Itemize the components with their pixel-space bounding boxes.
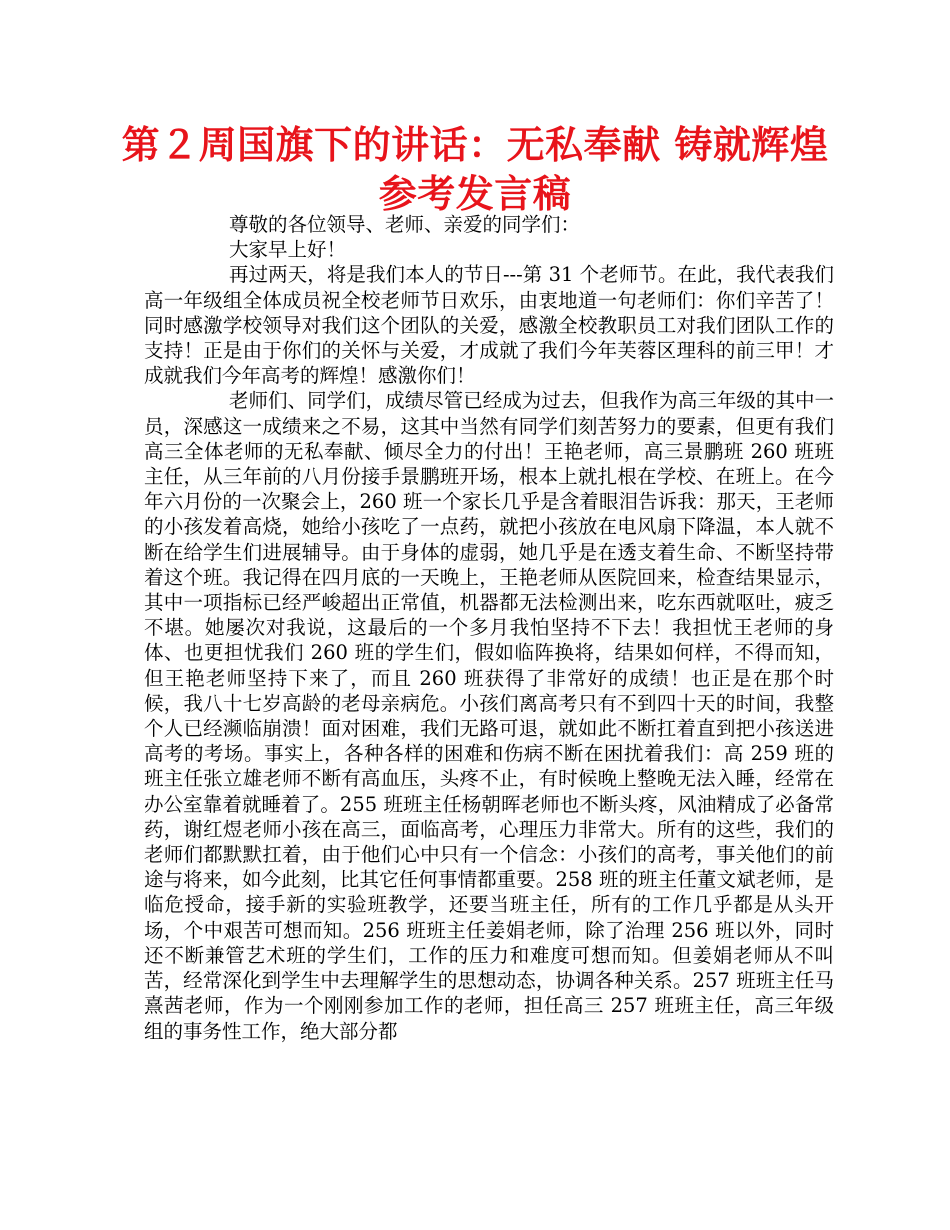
document-title-line-2: 参考发言稿 — [378, 172, 572, 216]
greeting: 大家早上好！ — [229, 238, 347, 262]
document-title-line-1: 第２周国旗下的讲话：无私奉献 铸就辉煌 — [121, 123, 829, 167]
salutation: 尊敬的各位领导、老师、亲爱的同学们： — [229, 213, 581, 236]
body-paragraph: 老师们、同学们，成绩尽管已经成为过去，但我作为高三年级的其中一员，深感这一成绩来之不易，这其中当然有同学们刻苦努力的要素，但更有我们高三全体老师的无私奉献、倾尽全力的付出！王艳老师，高三景鹏班 260 班班主任，从三年前的八月份接手景鹏班开场，根本上就扎根在学校、在班上。在今年六月份的一次聚会上，260 班一个家长几乎是含着眼泪告诉我：那天，王老师的小孩发着高烧，她给小孩吃了一点药，就把小孩放在电风扇下降温，本人就不断在给学生们进展辅导。由于身体的虚弱，她几乎是在透支着生命、不断坚持带着这个班。我记得在四月底的一天晚上，王艳老师从医院回来，检查结果显示，其中一项指标已经严峻超出正常值，机器都无法检测出来，吃东西就呕吐，疲乏不堪。她屡次对我说，这最后的一个多月我怕坚持不下去！我担忧王老师的身体、也更担忧我们 260 班的学生们，假如临阵换将，结果如何样，不得而知，但王艳老师坚持下来了，而且 260 班获得了非常好的成绩！也正是在那个时候，我八十七岁高龄的老母亲病危。小孩们离高考只有不到四十天的时间，我整个人已经濒临崩溃！面对困难，我们无路可退，就如此不断扛着直到把小孩送进高考的考场。事实上，各种各样的困难和伤病不断在困扰着我们：高 259 班的班主任张立雄老师不断有高血压，头疼不止，有时候晚上整晚无法入睡，经常在办公室靠着就睡着了。255 班班主任杨朝晖老师也不断头疼，风油精成了必备常药，谢红煜老师小孩在高三，面临高考，心理压力非常大。所有的这些，我们的老师们都默默扛着，由于他们心中只有一个信念：小孩们的高考，事关他们的前途与将来，如今此刻，比其它任何事情都重要。258 班的班主任董文斌老师，是临危授命，接手新的实验班教学，还要当班主任，所有的工作几乎都是从头开场，个中艰苦可想而知。256 班班主任姜娟老师，除了治理 256 班以外，同时还不断兼管艺术班的学生们，工作的压力和难度可想而知。但姜娟老师从不叫苦，经常深化到学生中去理解学生的思想动态，协调各种关系。257 班班主任马熹茜老师，作为一个刚刚参加工作的老师，担任高三 257 班班主任，高三年级组的事务性工作，绝大部分都 — [144, 389, 834, 1043]
document-body — [144, 212, 834, 1044]
body-paragraph: 再过两天，将是我们本人的节日---第 31 个老师节。在此，我代表我们高一年级组全体成员祝全校老师节日欢乐，由衷地道一句老师们：你们辛苦了！同时感激学校领导对我们这个团队的关爱，感激全校教职员工对我们团队工作的支持！正是由于你们的关怀与关爱，才成就了我们今年芙蓉区理科的前三甲！才成就我们今年高考的辉煌！感激你们！ — [144, 263, 834, 388]
